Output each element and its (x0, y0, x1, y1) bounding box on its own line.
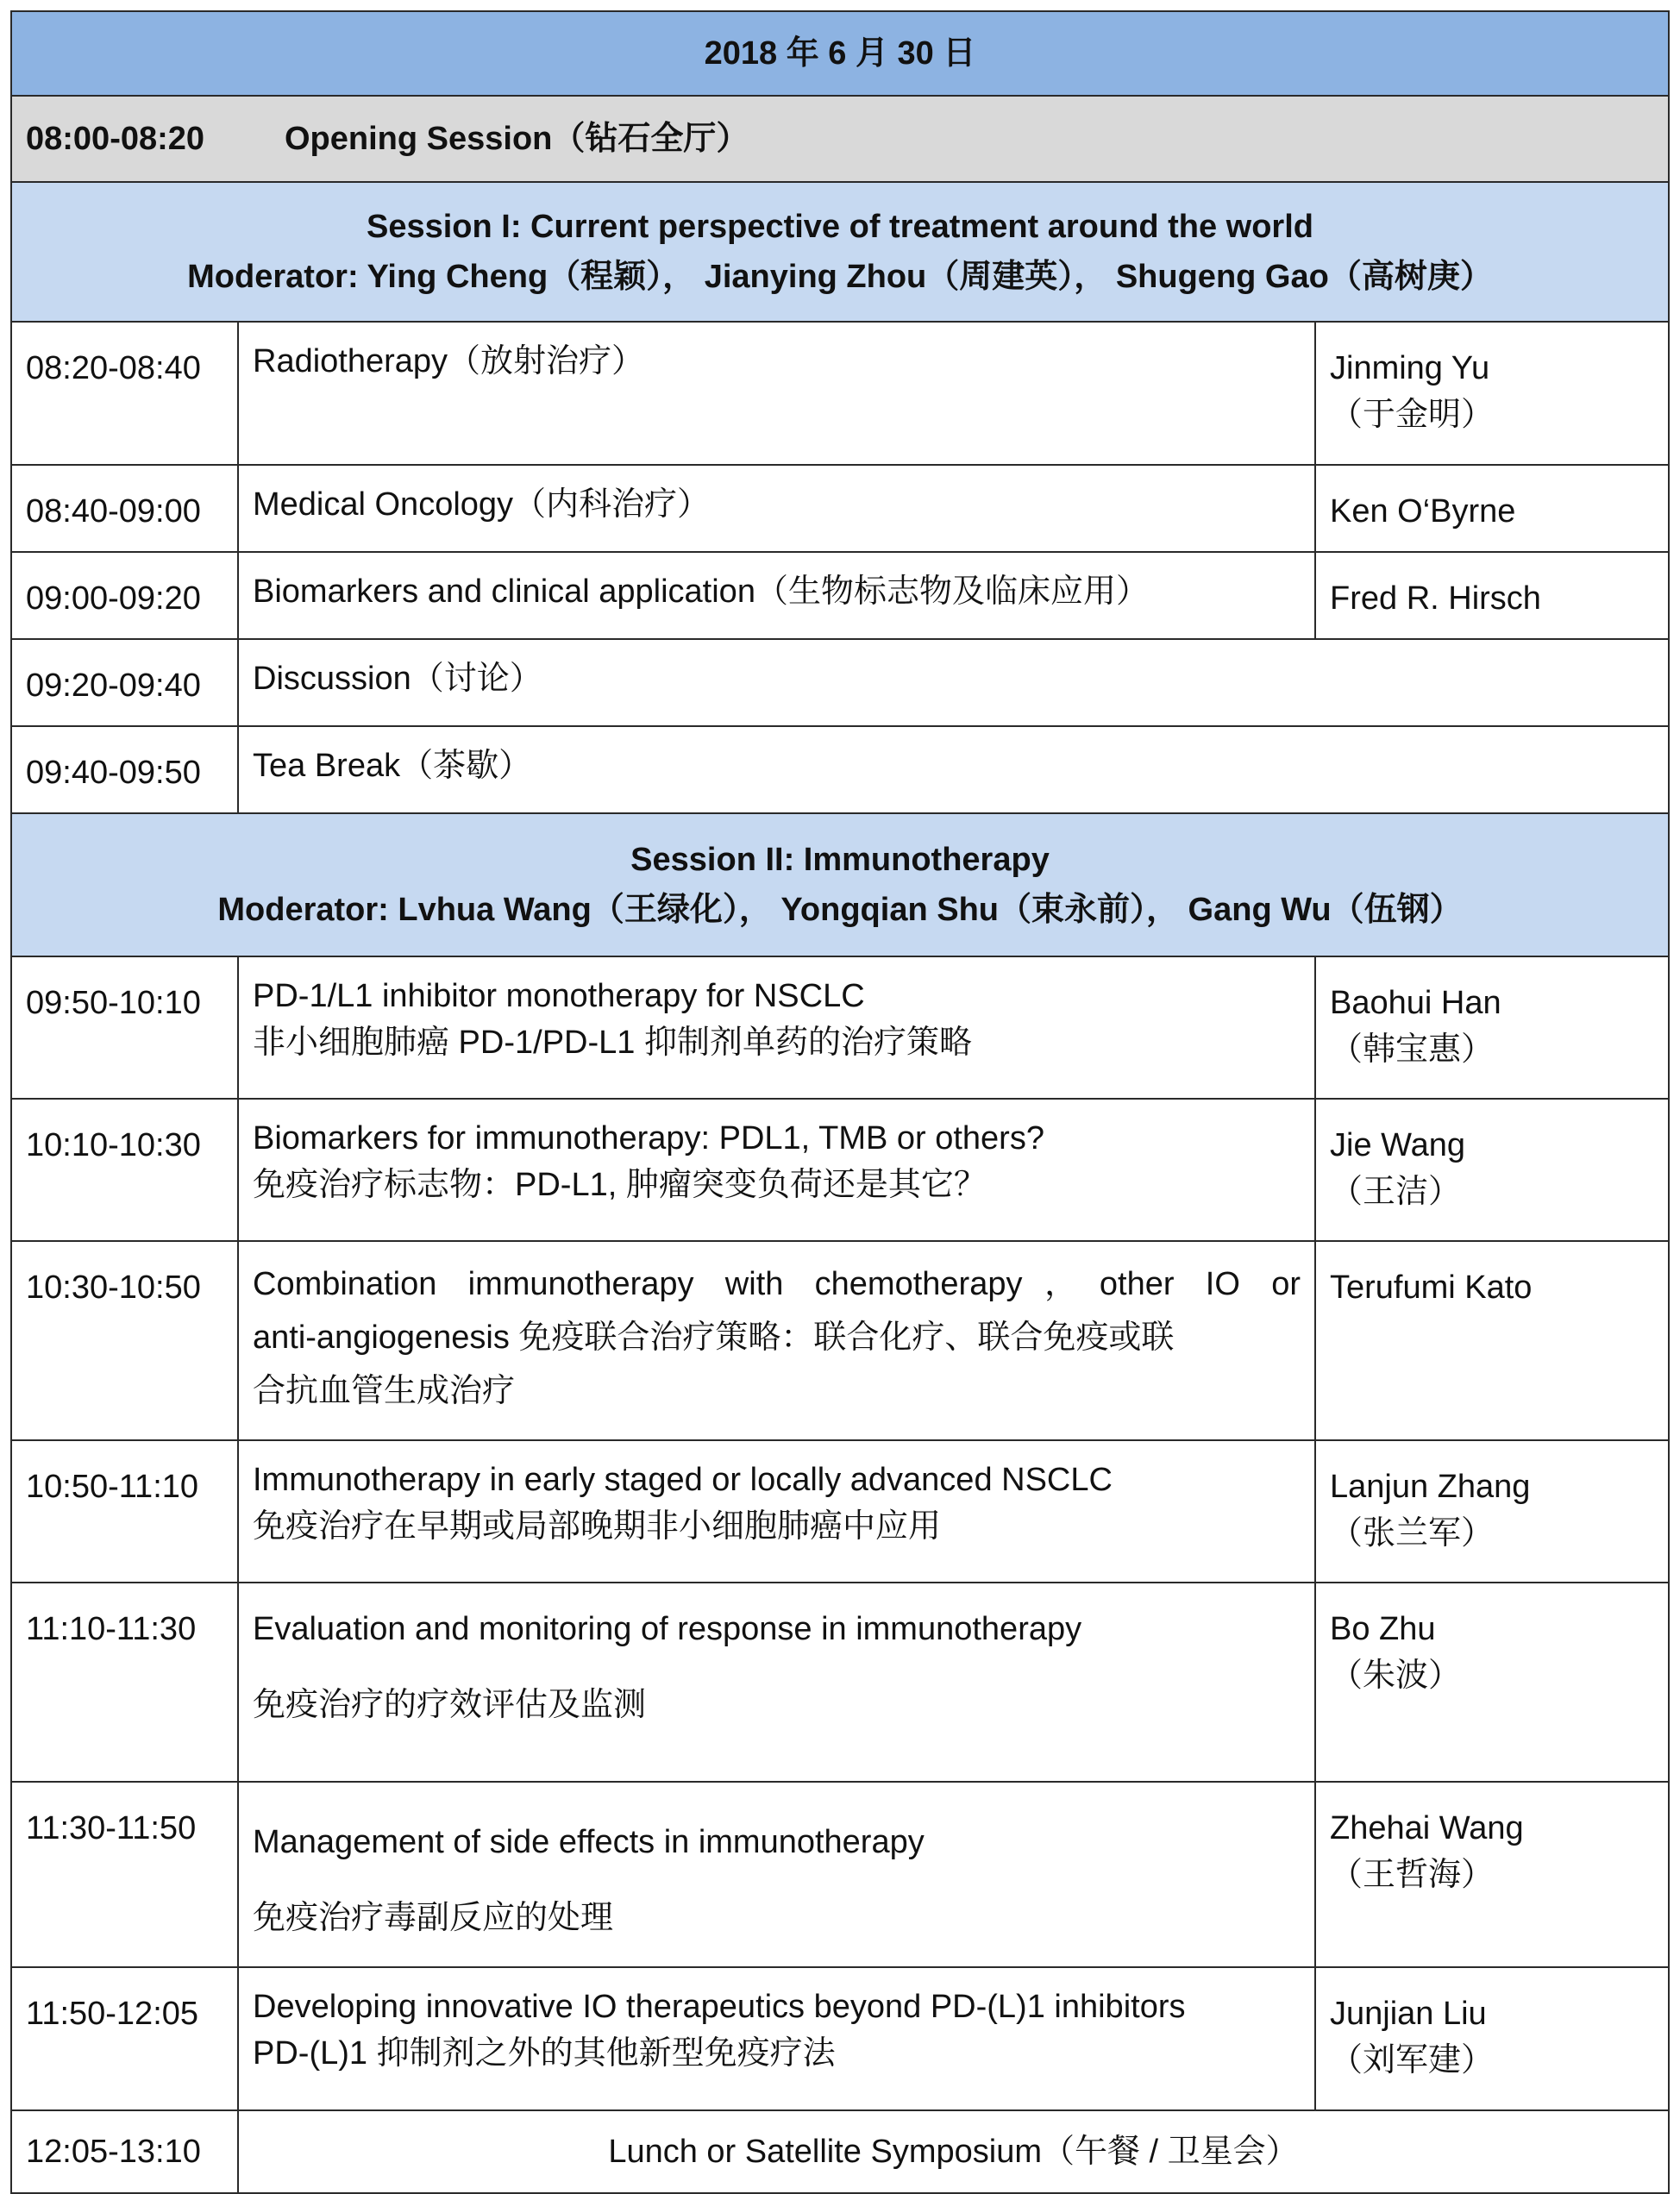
speaker-name: Lanjun Zhang (1330, 1469, 1531, 1505)
topic-en: Developing innovative IO therapeutics beyond PD-(L)1 inhibitors (253, 1989, 1186, 2025)
time-cell: 11:50-12:05 (11, 1967, 238, 2110)
table-row (11, 956, 1669, 1099)
speaker-cell (1315, 1782, 1669, 1967)
speaker-cn: （刘军建） (1330, 2042, 1495, 2078)
table-row (11, 726, 1669, 813)
topic-cell: Discussion（讨论） (238, 639, 1669, 726)
table-row (11, 465, 1669, 552)
session2-title: Session II: Immunotherapy (630, 842, 1050, 878)
table-row (11, 639, 1669, 726)
topic-cell: Tea Break（茶歇） (238, 726, 1669, 813)
topic-cell (238, 1967, 1315, 2110)
session2-header (11, 813, 1669, 956)
speaker-cell (1315, 552, 1669, 639)
opening-row (11, 96, 1669, 182)
date-header: 2018 年 6 月 30 日 (11, 11, 1669, 96)
speaker-cn: （于金明） (1330, 397, 1495, 433)
speaker-cell (1315, 1583, 1669, 1782)
session1-header (11, 182, 1669, 322)
session2-moderators: Moderator: Lvhua Wang（王绿化）， Yongqian Shu（束永前）， Gang Wu（伍钢） (217, 892, 1463, 928)
topic-cn: 合抗血管生成治疗 (253, 1373, 516, 1409)
topic-cn: 非小细胞肺癌 PD-1/PD-L1 抑制剂单药的治疗策略 (253, 1025, 972, 1061)
session2-header-row (11, 813, 1669, 956)
time-cell: 08:40-09:00 (11, 465, 238, 552)
topic-en: Evaluation and monitoring of response in immunotherapy (253, 1611, 1082, 1647)
table-row (11, 1440, 1669, 1583)
time-cell: 08:20-08:40 (11, 322, 238, 465)
speaker-cn: （王洁） (1330, 1174, 1462, 1210)
opening-title: Opening Session（钻石全厅） (285, 121, 749, 157)
speaker-cell (1315, 1440, 1669, 1583)
topic-en: Management of side effects in immunotherapy (253, 1824, 925, 1860)
opening-time: 08:00-08:20 (26, 121, 205, 157)
topic-cn: 免疫治疗的疗效评估及监测 (253, 1687, 647, 1723)
topic-cell (238, 1782, 1315, 1967)
topic-mixed: anti-angiogenesis 免疫联合治疗策略：联合化疗、联合免疫或联 (253, 1320, 1175, 1356)
topic-cell (238, 1241, 1315, 1440)
topic-cell (238, 1583, 1315, 1782)
speaker-cn: （张兰军） (1330, 1515, 1495, 1551)
lunch-title: Lunch or Satellite Symposium（午餐 / 卫星会） (238, 2110, 1669, 2193)
speaker-name: Fred R. Hirsch (1330, 580, 1541, 617)
topic-cn: 免疫治疗在早期或局部晚期非小细胞肺癌中应用 (253, 1508, 942, 1545)
time-cell: 11:10-11:30 (11, 1583, 238, 1782)
topic-cn: 免疫治疗标志物：PD-L1, 肿瘤突变负荷还是其它？ (253, 1167, 987, 1203)
topic-cn: 免疫治疗毒副反应的处理 (253, 1900, 614, 1936)
speaker-cn: （王哲海） (1330, 1857, 1495, 1893)
speaker-name: Junjian Liu (1330, 1996, 1487, 2032)
table-row (11, 1967, 1669, 2110)
session1-moderators: Moderator: Ying Cheng（程颖）， Jianying Zhou（周建英）， Shugeng Gao（高树庚） (187, 259, 1493, 295)
date-header-row (11, 11, 1669, 96)
time-cell: 09:20-09:40 (11, 639, 238, 726)
speaker-cell (1315, 956, 1669, 1099)
table-row (11, 1583, 1669, 1782)
speaker-cell (1315, 465, 1669, 552)
topic-cell (238, 956, 1315, 1099)
time-cell: 09:00-09:20 (11, 552, 238, 639)
speaker-name: Jinming Yu (1330, 350, 1490, 386)
time-cell: 09:40-09:50 (11, 726, 238, 813)
table-row (11, 322, 1669, 465)
table-row (11, 1241, 1669, 1440)
time-cell: 10:30-10:50 (11, 1241, 238, 1440)
speaker-name: Bo Zhu (1330, 1611, 1436, 1647)
opening-cell (11, 96, 1669, 182)
time-cell: 11:30-11:50 (11, 1782, 238, 1967)
speaker-cell (1315, 1099, 1669, 1241)
table-row (11, 1782, 1669, 1967)
speaker-cn: （朱波） (1330, 1658, 1462, 1694)
topic-en: PD-1/L1 inhibitor monotherapy for NSCLC (253, 978, 865, 1014)
speaker-cell (1315, 322, 1669, 465)
speaker-cell (1315, 1967, 1669, 2110)
time-cell: 10:10-10:30 (11, 1099, 238, 1241)
time-cell: 09:50-10:10 (11, 956, 238, 1099)
speaker-cn: （韩宝惠） (1330, 1031, 1495, 1068)
topic-en: Combination immunotherapy with chemotherapy，other IO or (253, 1266, 1301, 1302)
topic-cn: PD-(L)1 抑制剂之外的其他新型免疫疗法 (253, 2035, 836, 2072)
speaker-name: Terufumi Kato (1330, 1269, 1533, 1306)
session1-header-row (11, 182, 1669, 322)
topic-cell: Biomarkers and clinical application（生物标志物及临床应用） (238, 552, 1315, 639)
topic-cell: Medical Oncology（内科治疗） (238, 465, 1315, 552)
topic-cell (238, 1440, 1315, 1583)
speaker-name: Baohui Han (1330, 985, 1501, 1021)
topic-en: Biomarkers for immunotherapy: PDL1, TMB or others? (253, 1120, 1044, 1157)
time-cell: 12:05-13:10 (11, 2110, 238, 2193)
speaker-name: Jie Wang (1330, 1127, 1465, 1163)
table-row (11, 552, 1669, 639)
topic-en: Immunotherapy in early staged or locally advanced NSCLC (253, 1462, 1113, 1498)
session1-title: Session I: Current perspective of treatment around the world (367, 209, 1313, 245)
speaker-name: Ken O‘Byrne (1330, 493, 1516, 530)
agenda-table (10, 10, 1670, 2194)
time-cell: 10:50-11:10 (11, 1440, 238, 1583)
speaker-cell (1315, 1241, 1669, 1440)
speaker-name: Zhehai Wang (1330, 1810, 1524, 1846)
topic-cell (238, 1099, 1315, 1241)
lunch-row (11, 2110, 1669, 2193)
topic-cell: Radiotherapy（放射治疗） (238, 322, 1315, 465)
table-row (11, 1099, 1669, 1241)
